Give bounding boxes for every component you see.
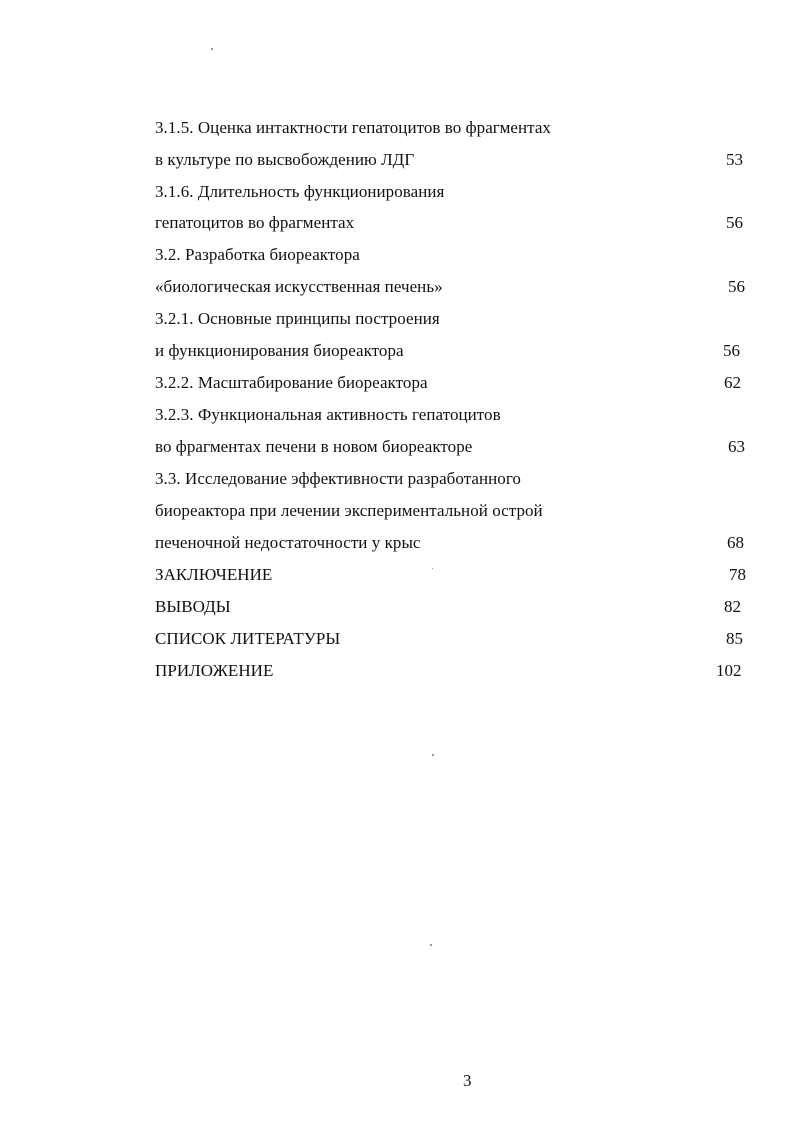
toc-entry-text: «биологическая искусственная печень»: [155, 277, 443, 296]
toc-entry-text: 3.1.5. Оценка интактности гепатоцитов во фрагментах: [155, 118, 551, 137]
toc-entry-page: 82: [724, 597, 741, 616]
toc-entry-text: 3.3. Исследование эффективности разработанного: [155, 469, 521, 488]
toc-entry-page: 78: [729, 565, 746, 584]
toc-entry-text: печеночной недостаточности у крыс: [155, 533, 421, 552]
toc-entry-text: 3.2.2. Масштабирование биореактора: [155, 373, 428, 392]
toc-entry-text: ПРИЛОЖЕНИЕ: [155, 661, 274, 680]
toc-entry-page: 62: [724, 373, 741, 392]
toc-entry-page: 56: [723, 341, 740, 360]
toc-entry-page: 56: [728, 277, 745, 296]
toc-entry-text: ВЫВОДЫ: [155, 597, 231, 616]
toc-entry-text: 3.2.3. Функциональная активность гепатоцитов: [155, 405, 501, 424]
toc-entry-page: 102: [716, 661, 742, 680]
toc-entry-page: 85: [726, 629, 743, 648]
scan-speck: [432, 568, 433, 569]
toc-entry-text: 3.2. Разработка биореактора: [155, 245, 360, 264]
toc-entry-text: гепатоцитов во фрагментах: [155, 213, 355, 232]
toc-entry-text: в культуре по высвобождению ЛДГ: [155, 150, 415, 169]
toc-entry-page: 56: [726, 213, 743, 232]
scan-speck: [430, 944, 432, 946]
scan-speck: [432, 754, 434, 756]
toc-entry-page: 63: [728, 437, 745, 456]
toc-entry-text: ЗАКЛЮЧЕНИЕ: [155, 565, 273, 584]
toc-entry-page: 53: [726, 150, 743, 169]
toc-entry-text: и функционирования биореактора: [155, 341, 404, 360]
page-number: 3: [463, 1071, 472, 1090]
toc-entry-text: СПИСОК ЛИТЕРАТУРЫ: [155, 629, 341, 648]
toc-entry-text: 3.1.6. Длительность функционирования: [155, 182, 445, 201]
scan-speck: [211, 48, 213, 50]
toc-entry-page: 68: [727, 533, 744, 552]
toc-entry-text: во фрагментах печени в новом биореакторе: [155, 437, 473, 456]
toc-entry-text: биореактора при лечении экспериментальной острой: [155, 501, 543, 520]
toc-entry-text: 3.2.1. Основные принципы построения: [155, 309, 440, 328]
